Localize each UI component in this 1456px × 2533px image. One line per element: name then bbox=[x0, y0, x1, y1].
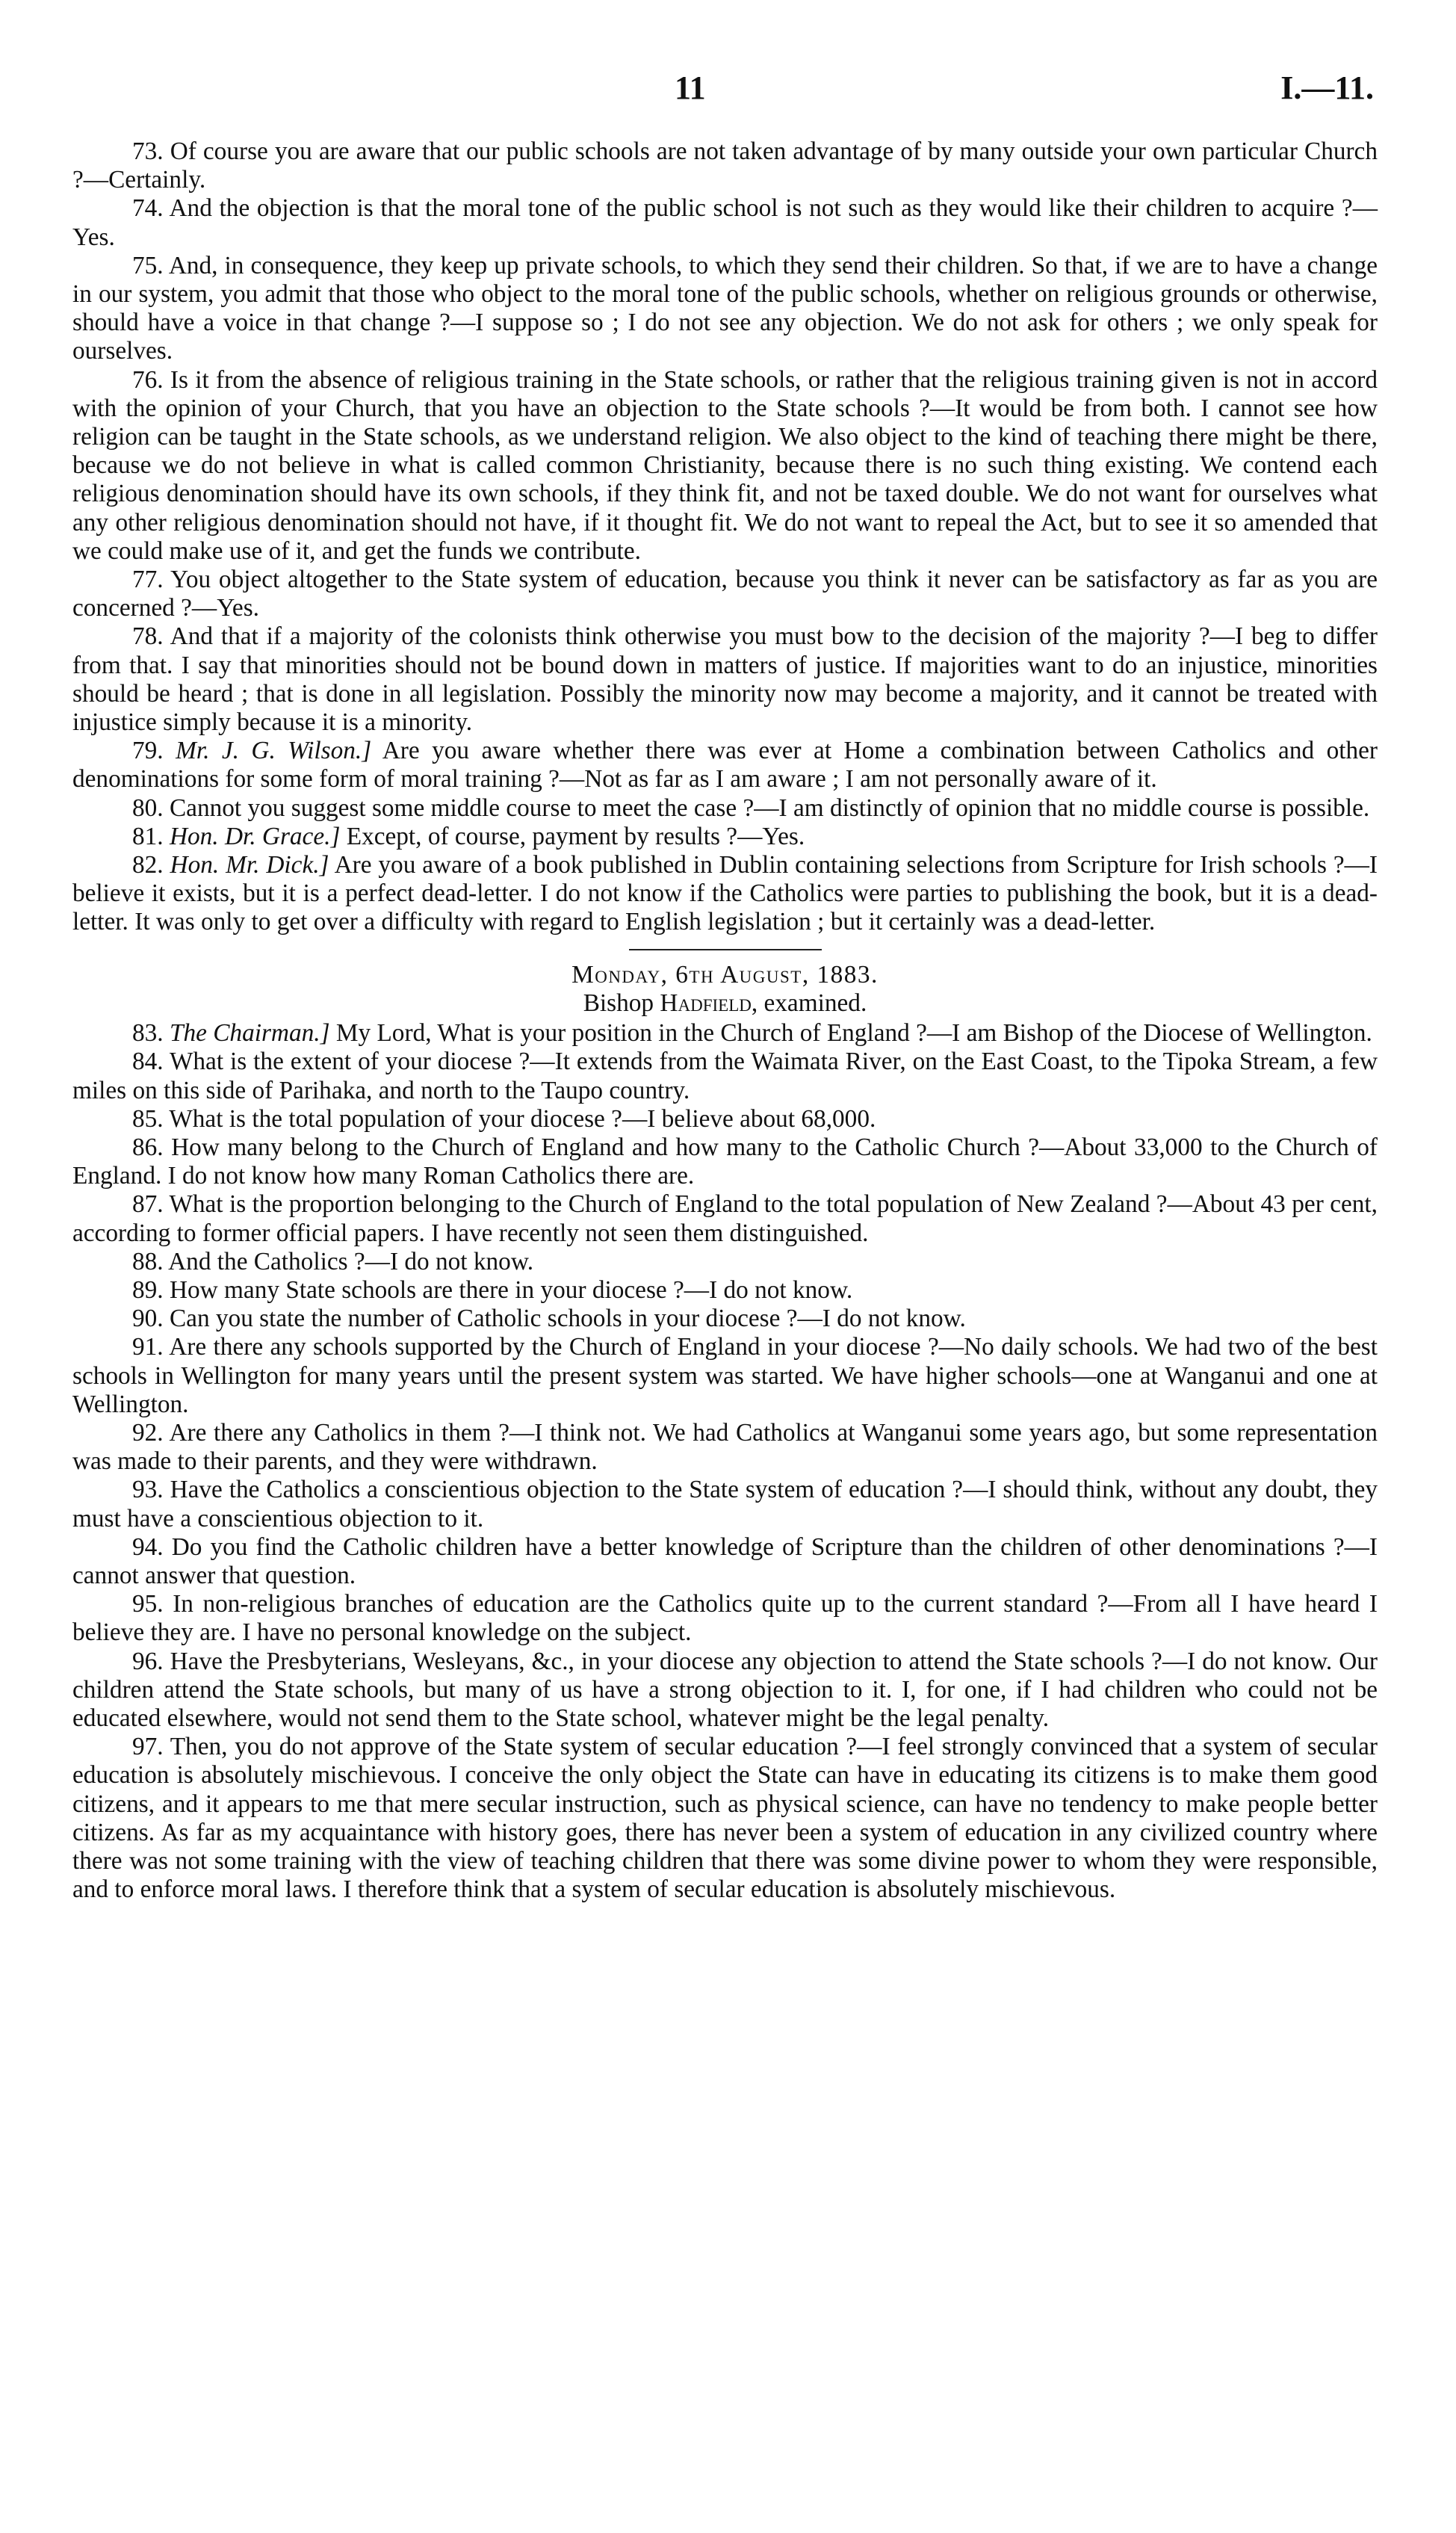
question-82 bbox=[72, 851, 1378, 937]
question-number: 81. bbox=[132, 822, 164, 850]
question-number: 74. bbox=[132, 194, 164, 223]
question-text: How many State schools are there in your diocese ?—I do not know. bbox=[169, 1275, 853, 1304]
question-number: 82. bbox=[132, 851, 164, 879]
witness-status: , examined. bbox=[751, 989, 867, 1017]
section-divider bbox=[629, 949, 822, 950]
question-text: And the objection is that the moral tone of the public school is not such as they would like their children to acquire ?—Yes. bbox=[72, 194, 1378, 251]
question-text: How many belong to the Church of England and how many to the Catholic Church ?—About 33,000 to the Church of England. I do not know how many Roman Catholics there are. bbox=[72, 1133, 1378, 1190]
question-text: Have the Catholics a conscientious objection to the State system of education ?—I should think, without any doubt, they must have a conscientious objection to it. bbox=[72, 1476, 1378, 1533]
question-text: You object altogether to the State system of education, because you think it never can be satisfactory as far as you are concerned ?—Yes. bbox=[72, 566, 1378, 622]
question-text: Except, of course, payment by results ?—Yes. bbox=[346, 822, 805, 850]
question-93 bbox=[72, 1476, 1378, 1533]
question-91 bbox=[72, 1333, 1378, 1419]
question-number: 80. bbox=[132, 794, 164, 822]
question-number: 88. bbox=[132, 1247, 164, 1275]
question-number: 95. bbox=[132, 1590, 164, 1618]
question-number: 75. bbox=[132, 251, 164, 279]
page-number: 11 bbox=[675, 69, 706, 106]
question-text: Cannot you suggest some middle course to meet the case ?—I am distinctly of opinion that no middle course is possible. bbox=[169, 794, 1370, 822]
question-text: What is the extent of your diocese ?—It extends from the Waimata River, on the East Coast, to the Tipoka Stream, a few miles on this side of Parihaka, and north to the Taupo country. bbox=[72, 1048, 1378, 1104]
question-number: 79. bbox=[132, 737, 164, 765]
question-95 bbox=[72, 1590, 1378, 1647]
question-number: 92. bbox=[132, 1418, 164, 1447]
question-83 bbox=[72, 1019, 1378, 1048]
question-text: What is the proportion belonging to the Church of England to the total population of New Zealand ?—About 43 per cent, according to former official papers. I have recently not seen them distinguished. bbox=[72, 1190, 1378, 1247]
question-76 bbox=[72, 366, 1378, 566]
question-81 bbox=[72, 823, 1378, 851]
question-text: And, in consequence, they keep up private schools, to which they send their children. So that, if we are to have a change in our system, you admit that those who object to the moral tone of the public schools, whether on religious grounds or otherwise, should have a voice in that change ?—I suppose so ; I do not see any objection. We do not ask for others ; we only speak for ourselves. bbox=[72, 251, 1378, 365]
question-96 bbox=[72, 1648, 1378, 1733]
question-78 bbox=[72, 622, 1378, 737]
question-86 bbox=[72, 1133, 1378, 1190]
question-number: 78. bbox=[132, 622, 164, 651]
question-84 bbox=[72, 1048, 1378, 1104]
question-text: In non-religious branches of education are the Catholics quite up to the current standard ?—From all I have heard I believe they are. I have no personal knowledge on the subject. bbox=[72, 1590, 1378, 1647]
question-80 bbox=[72, 794, 1378, 823]
question-number: 83. bbox=[132, 1019, 164, 1048]
question-94 bbox=[72, 1533, 1378, 1590]
document-body bbox=[72, 137, 1378, 1904]
question-number: 93. bbox=[132, 1476, 164, 1504]
question-97 bbox=[72, 1733, 1378, 1904]
question-text: And the Catholics ?—I do not know. bbox=[168, 1247, 534, 1275]
question-text: What is the total population of your diocese ?—I believe about 68,000. bbox=[169, 1104, 876, 1133]
paper-reference: I.—11. bbox=[1280, 69, 1374, 106]
question-73 bbox=[72, 137, 1378, 194]
question-79 bbox=[72, 737, 1378, 794]
question-text: Can you state the number of Catholic schools in your diocese ?—I do not know. bbox=[169, 1305, 966, 1333]
question-text: Are there any schools supported by the Church of England in your diocese ?—No daily schools. We had two of the best schools in Wellington for many years until the present system was started. We have higher schools—one at Wanganui and one at Wellington. bbox=[72, 1333, 1378, 1418]
question-number: 77. bbox=[132, 566, 164, 594]
page-header bbox=[0, 69, 1456, 114]
question-number: 90. bbox=[132, 1305, 164, 1333]
question-number: 87. bbox=[132, 1190, 164, 1219]
question-number: 94. bbox=[132, 1533, 164, 1561]
question-number: 73. bbox=[132, 137, 164, 165]
question-text: Is it from the absence of religious training in the State schools, or rather that the religious training given is not in accord with the opinion of your Church, that you have an objection to the State schools ?—It would be from both. I cannot see how religion can be taught in the State schools, as we understand religion. We also object to the kind of teaching there might be there, because we do not believe in what is called common Christianity, because there is no such thing existing. We contend each religious denomination should have its own schools, if they think fit, and not be taxed double. We do not want for ourselves what any other religious denomination should not have, if it thought fit. We do not want to repeal the Act, but to see it so amended that we could make use of it, and get the funds we contribute. bbox=[72, 365, 1378, 565]
question-text: My Lord, What is your position in the Church of England ?—I am Bishop of the Diocese of Wellington. bbox=[335, 1019, 1372, 1048]
question-75 bbox=[72, 252, 1378, 366]
question-87 bbox=[72, 1190, 1378, 1247]
question-77 bbox=[72, 566, 1378, 622]
question-text: Are you aware of a book published in Dublin containing selections from Scripture for Irish schools ?—I believe it exists, but it is a perfect dead-letter. I do not know if the Catholics were parties to publishing the book, but it is a dead-letter. It was only to get over a difficulty with regard to English legislation ; but it certainly was a dead-letter. bbox=[72, 851, 1378, 936]
question-88 bbox=[72, 1248, 1378, 1276]
speaker-name: The Chairman.] bbox=[169, 1019, 330, 1048]
question-text: Then, you do not approve of the State system of secular education ?—I feel strongly convinced that a system of secular education is absolutely mischievous. I conceive the only object the State can have in educating its citizens is to make them good citizens, and it appears to me that mere secular instruction, such as physical science, can have no tendency to make people better citizens. As far as my acquaintance with history goes, there has never been a system of education in any civilized country where there was not some training with the view of teaching children that there was some divine power to whom they were responsible, and to enforce moral laws. I therefore think that a system of secular education is absolutely mischievous. bbox=[72, 1733, 1378, 1904]
question-number: 84. bbox=[132, 1048, 164, 1076]
witness-title: Bishop bbox=[583, 989, 654, 1017]
question-number: 96. bbox=[132, 1647, 164, 1675]
session-date: Monday, 6th August, 1883. bbox=[571, 960, 879, 989]
question-90 bbox=[72, 1305, 1378, 1333]
question-text: Of course you are aware that our public schools are not taken advantage of by many outside your own particular Church ?—Certainly. bbox=[72, 137, 1378, 194]
question-text: Do you find the Catholic children have a better knowledge of Scripture than the children of other denominations ?—I cannot answer that question. bbox=[72, 1533, 1378, 1589]
speaker-name: Hon. Mr. Dick.] bbox=[170, 851, 329, 879]
question-text: Are you aware whether there was ever at Home a combination between Catholics and other denominations for some form of moral training ?—Not as far as I am aware ; I am not personally aware of it. bbox=[72, 737, 1378, 794]
question-number: 76. bbox=[132, 365, 164, 394]
witness-heading bbox=[72, 989, 1378, 1018]
question-text: Have the Presbyterians, Wesleyans, &c., in your diocese any objection to attend the State schools ?—I do not know. Our children attend the State schools, but many of us have a strong objection to it. I, for one, if I had children who could not be educated elsewhere, would not send them to the State school, whatever might be the legal penalty. bbox=[72, 1647, 1378, 1732]
question-text: Are there any Catholics in them ?—I think not. We had Catholics at Wanganui some years ago, but some representation was made to their parents, and they were withdrawn. bbox=[72, 1418, 1378, 1476]
question-85 bbox=[72, 1105, 1378, 1133]
question-text: And that if a majority of the colonists think otherwise you must bow to the decision of the majority ?—I beg to differ from that. I say that minorities should not be bound down in matters of justice. If majorities want to do an injustice, minorities should be heard ; that is done in all legislation. Possibly the minority now may become a majority, and it cannot be treated with injustice simply because it is a minority. bbox=[72, 622, 1378, 737]
witness-name: Hadfield bbox=[660, 989, 752, 1017]
question-number: 89. bbox=[132, 1275, 164, 1304]
question-92 bbox=[72, 1419, 1378, 1476]
question-number: 91. bbox=[132, 1333, 164, 1361]
question-number: 86. bbox=[132, 1133, 164, 1161]
speaker-name: Hon. Dr. Grace.] bbox=[169, 822, 341, 850]
question-74 bbox=[72, 194, 1378, 251]
question-89 bbox=[72, 1276, 1378, 1305]
question-number: 97. bbox=[132, 1733, 164, 1761]
speaker-name: Mr. J. G. Wilson.] bbox=[176, 737, 372, 765]
question-number: 85. bbox=[132, 1104, 164, 1133]
